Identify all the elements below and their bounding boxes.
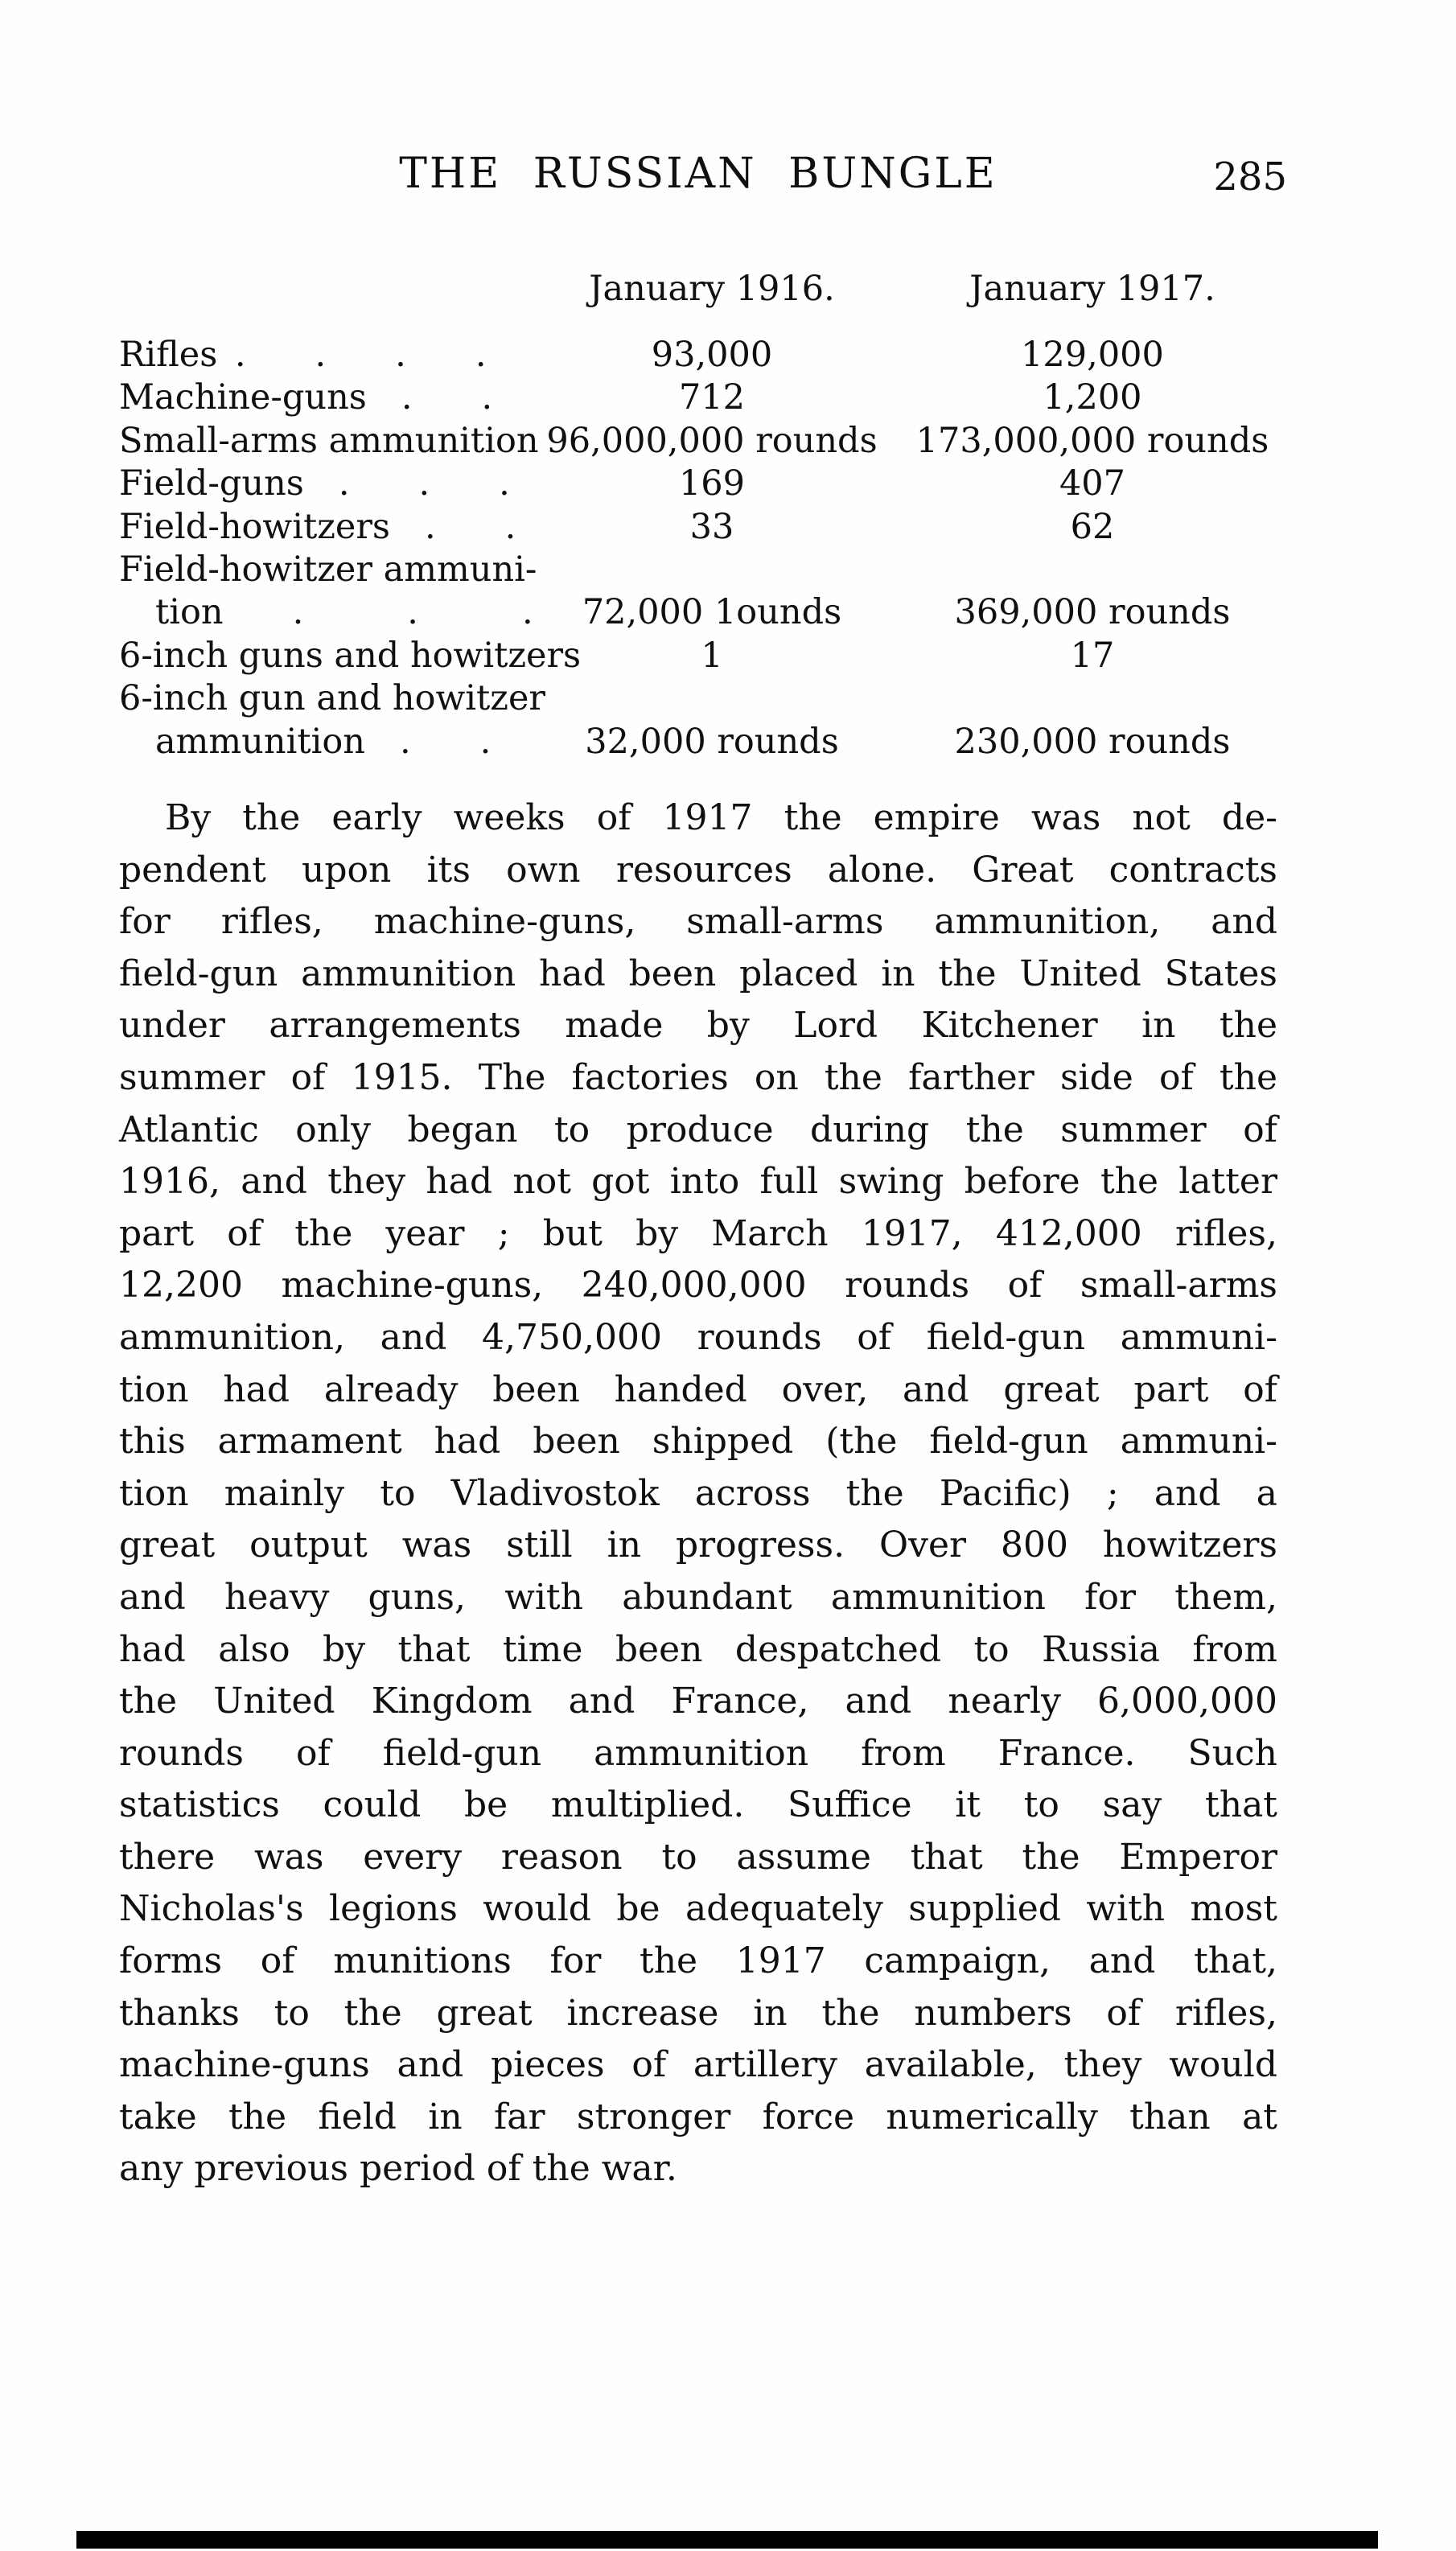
cell-january-1917: 407: [1059, 463, 1126, 504]
cell-january-1916: 93,000: [651, 335, 773, 375]
body-line: field-gun ammunition had been placed in the United States: [119, 953, 1277, 994]
cell-january-1916: 712: [678, 377, 746, 418]
body-line: statistics could be multiplied. Suffice it to say that: [119, 1784, 1277, 1826]
row-label: Small-arms ammunition: [119, 420, 539, 461]
cell-january-1917: 173,000,000 rounds: [915, 420, 1269, 461]
cell-january-1916: 72,000 1ounds: [582, 592, 842, 633]
table-row: [119, 376, 1294, 419]
body-line: part of the year ; but by March 1917, 412,000 rifles,: [119, 1212, 1277, 1254]
cell-january-1917: 230,000 rounds: [954, 721, 1231, 762]
cell-january-1916: 96,000,000 rounds: [546, 420, 878, 461]
body-line: Atlantic only began to produce during the summer of: [119, 1109, 1277, 1150]
cell-january-1917: 369,000 rounds: [954, 592, 1231, 633]
body-line: the United Kingdom and France, and nearly 6,000,000: [119, 1681, 1277, 1722]
munitions-table: [119, 265, 1294, 763]
body-line: pendent upon its own resources alone. Great contracts: [119, 849, 1277, 891]
body-line: for rifles, machine-guns, small-arms ammunition, and: [119, 901, 1277, 943]
table-row: [119, 506, 1294, 549]
body-line: forms of munitions for the 1917 campaign, and that,: [119, 1940, 1277, 1982]
body-line: 12,200 machine-guns, 240,000,000 rounds of small-arms: [119, 1265, 1277, 1306]
table-row: [119, 635, 1294, 677]
table-row: [119, 334, 1294, 376]
table-row: [119, 463, 1294, 505]
scan-artifact-bar: [76, 2531, 1378, 2549]
body-line: By the early weeks of 1917 the empire was not de-: [165, 797, 1277, 838]
body-line: any previous period of the war.: [119, 2148, 677, 2190]
body-line: tion mainly to Vladivostok across the Pacific) ; and a: [119, 1472, 1277, 1514]
table-row: [119, 549, 1294, 591]
cell-january-1917: 62: [1070, 506, 1115, 547]
row-label: 6-inch gun and howitzer: [119, 678, 545, 719]
table-row: [119, 420, 1294, 463]
table-row: [119, 591, 1294, 634]
body-line: Nicholas's legions would be adequately supplied with most: [119, 1888, 1277, 1930]
table-row: [119, 677, 1294, 720]
row-label: ammunition . .: [155, 721, 492, 762]
row-label: tion . . .: [155, 592, 533, 633]
body-line: rounds of field-gun ammunition from France. Such: [119, 1732, 1277, 1774]
body-line: summer of 1915. The factories on the farther side of the: [119, 1056, 1277, 1098]
row-label: Field-howitzer ammuni-: [119, 549, 537, 590]
page-number: 285: [1213, 154, 1287, 200]
body-line: this armament had been shipped (the field-gun ammuni-: [119, 1421, 1277, 1463]
cell-january-1916: 169: [678, 463, 746, 504]
cell-january-1916: 1: [701, 635, 723, 676]
body-line: had also by that time been despatched to Russia from: [119, 1628, 1277, 1670]
table-body: [119, 334, 1294, 763]
body-line: there was every reason to assume that the Emperor: [119, 1836, 1277, 1878]
body-line: great output was still in progress. Over 800 howitzers: [119, 1524, 1277, 1566]
column-header-january-1917: January 1917.: [969, 269, 1215, 309]
row-label: Field-guns . . .: [119, 463, 510, 504]
cell-january-1917: 1,200: [1043, 377, 1142, 418]
body-line: ammunition, and 4,750,000 rounds of field-gun ammuni-: [119, 1316, 1277, 1358]
cell-january-1917: 17: [1070, 635, 1115, 676]
table-header-row: [119, 265, 1294, 334]
row-label: Machine-guns . .: [119, 377, 493, 418]
row-label: Field-howitzers . .: [119, 506, 516, 547]
body-line: and heavy guns, with abundant ammunition for them,: [119, 1576, 1277, 1618]
body-line: 1916, and they had not got into full swing before the latter: [119, 1161, 1277, 1203]
row-label: 6-inch guns and howitzers: [119, 635, 582, 676]
cell-january-1916: 32,000 rounds: [585, 721, 839, 762]
body-line: under arrangements made by Lord Kitchener in the: [119, 1005, 1277, 1047]
body-line: tion had already been handed over, and great part of: [119, 1368, 1277, 1410]
body-line: take the field in far stronger force numerically than at: [119, 2096, 1277, 2137]
column-header-january-1916: January 1916.: [589, 269, 835, 309]
body-line: machine-guns and pieces of artillery available, they would: [119, 2044, 1277, 2086]
cell-january-1917: 129,000: [1021, 335, 1164, 375]
table-row: [119, 721, 1294, 763]
page-title: THE RUSSIAN BUNGLE: [399, 150, 997, 198]
body-line: thanks to the great increase in the numbers of rifles,: [119, 1992, 1277, 2034]
body-paragraph: [119, 792, 1277, 2195]
cell-january-1916: 33: [689, 506, 734, 547]
row-label: Rifles . . . .: [119, 335, 487, 375]
